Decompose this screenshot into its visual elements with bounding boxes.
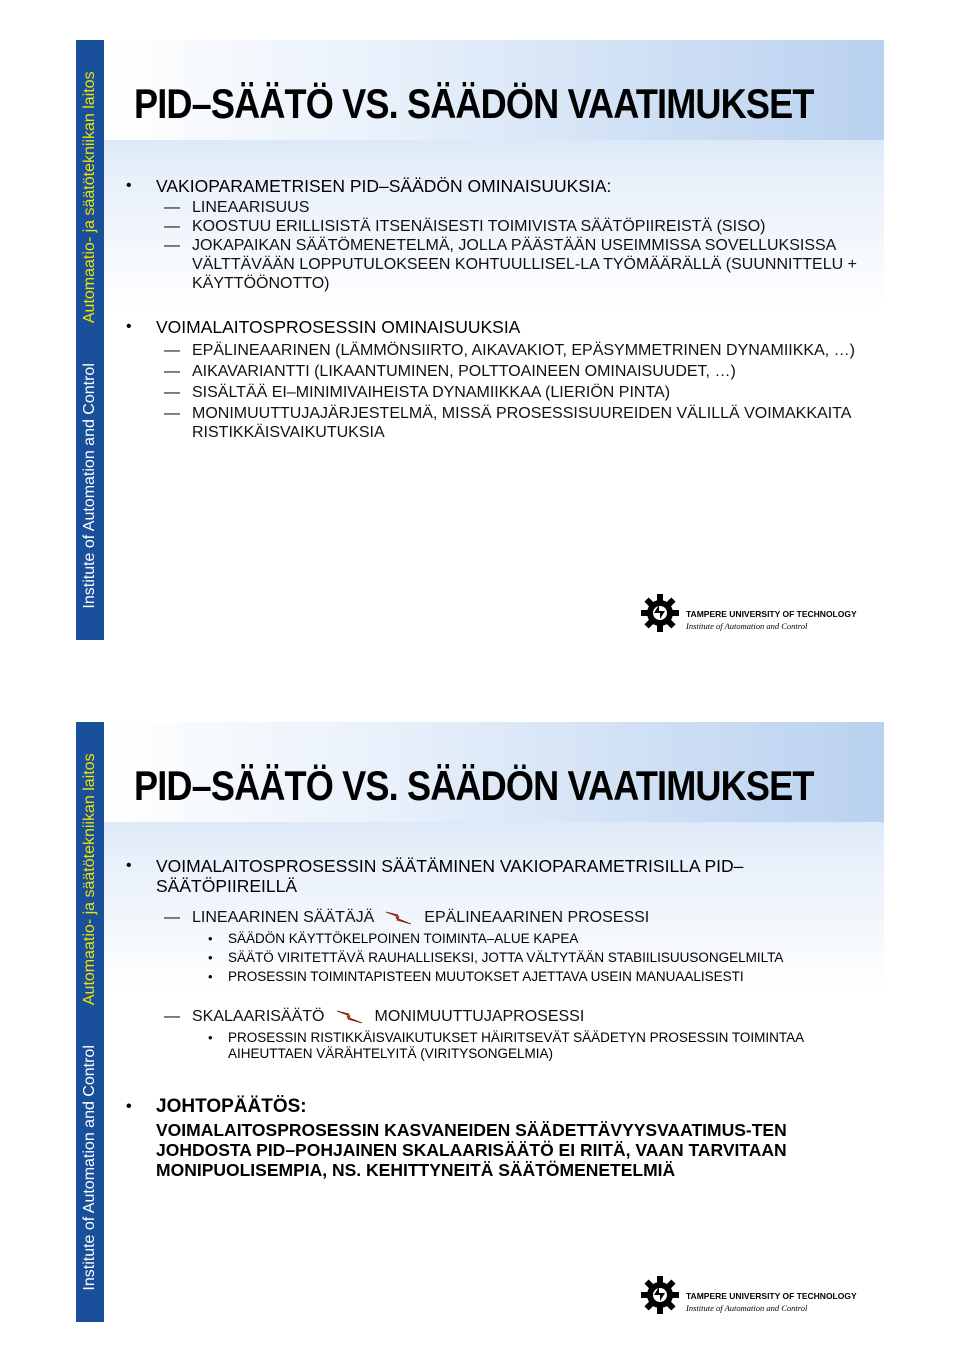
- comparison-row: [126, 1007, 866, 1026]
- lightning-icon: [335, 1008, 365, 1026]
- institute-sidebar: [76, 722, 104, 1322]
- institute-name: Institute of Automation and Control: [686, 621, 808, 631]
- slide-2-content: [126, 856, 866, 1180]
- comparison-right: MONIMUUTTUJAPROSESSI: [374, 1008, 585, 1025]
- university-logo: [628, 1265, 884, 1329]
- slide-1-content: [126, 176, 866, 442]
- lightning-icon: [384, 909, 414, 927]
- slide-2: [0, 722, 960, 1362]
- page-title: PID–SÄÄTÖ VS. SÄÄDÖN VAATIMUKSET: [134, 80, 814, 127]
- list-item: — EPÄLINEAARINEN (LÄMMÖNSIIRTO, AIKAVAKIOT, EPÄSYMMETRINEN DYNAMIIKKA, …): [126, 341, 866, 360]
- slide-1: [0, 40, 960, 680]
- section-heading: • VOIMALAITOSPROSESSIN SÄÄTÄMINEN VAKIOPARAMETRISILLA PID–SÄÄTÖPIIREILLÄ: [126, 856, 866, 896]
- comparison-left: — LINEAARINEN SÄÄTÄJÄ: [192, 909, 375, 926]
- comparison-right: EPÄLINEAARINEN PROSESSI: [424, 909, 650, 926]
- sidebar-english-text: Institute of Automation and Control: [81, 363, 98, 609]
- comparison-left: — SKALAARISÄÄTÖ: [192, 1008, 325, 1025]
- list-item: — KOOSTUU ERILLISISTÄ ITSENÄISESTI TOIMIVISTA SÄÄTÖPIIREISTÄ (SISO): [126, 217, 866, 236]
- list-item: — MONIMUUTTUJAJÄRJESTELMÄ, MISSÄ PROSESSISUUREIDEN VÄLILLÄ VOIMAKKAITA RISTIKKÄISVAIKUTUKSIA: [126, 404, 866, 442]
- gear-icon: [640, 1275, 680, 1315]
- list-item: — AIKAVARIANTTI (LIKAANTUMINEN, POLTTOAINEEN OMINAISUUDET, …): [126, 362, 866, 381]
- list-item: • PROSESSIN TOIMINTAPISTEEN MUUTOKSET AJETTAVA USEIN MANUAALISESTI: [126, 969, 866, 985]
- conclusion-text: VOIMALAITOSPROSESSIN KASVANEIDEN SÄÄDETTÄVYYSVAATIMUS-TEN JOHDOSTA PID–POHJAINEN SKALAARISÄÄTÖ EI RIITÄ, VAAN TARVITAAN MONIPUOLISEMPIA, NS. KEHITTYNEITÄ SÄÄTÖMENETELMIÄ: [156, 1120, 787, 1180]
- university-logo: [628, 583, 884, 647]
- list-item: — LINEAARISUUS: [126, 198, 866, 217]
- sidebar-english-text: Institute of Automation and Control: [81, 1045, 98, 1291]
- section-heading: • VAKIOPARAMETRISEN PID–SÄÄDÖN OMINAISUUKSIA:: [126, 176, 866, 196]
- page-title: PID–SÄÄTÖ VS. SÄÄDÖN VAATIMUKSET: [134, 762, 814, 809]
- institute-sidebar: [76, 40, 104, 640]
- sidebar-finnish-text: Automaatio- ja säätötekniikan laitos: [81, 71, 98, 324]
- list-item: • SÄÄDÖN KÄYTTÖKELPOINEN TOIMINTA–ALUE KAPEA: [126, 931, 866, 947]
- university-name: TAMPERE UNIVERSITY OF TECHNOLOGY: [686, 609, 857, 619]
- list-item: • PROSESSIN RISTIKKÄISVAIKUTUKSET HÄIRITSEVÄT SÄÄDETYN PROSESSIN TOIMINTAA AIHEUTTAEN VÄRÄHTELYITÄ (VIRITYSONGELMIA): [126, 1030, 866, 1062]
- sidebar-finnish-text: Automaatio- ja säätötekniikan laitos: [81, 753, 98, 1006]
- gear-icon: [640, 593, 680, 633]
- section-heading: • VOIMALAITOSPROSESSIN OMINAISUUKSIA: [126, 317, 866, 337]
- list-item: • SÄÄTÖ VIRITETTÄVÄ RAUHALLISEKSI, JOTTA VÄLTYTÄÄN STABIILISUUSONGELMILTA: [126, 950, 866, 966]
- list-item: — SISÄLTÄÄ EI–MINIMIVAIHEISTA DYNAMIIKKAA (LIERIÖN PINTA): [126, 383, 866, 402]
- conclusion-label: • JOHTOPÄÄTÖS:: [126, 1096, 866, 1118]
- university-name: TAMPERE UNIVERSITY OF TECHNOLOGY: [686, 1291, 857, 1301]
- institute-name: Institute of Automation and Control: [686, 1303, 808, 1313]
- comparison-row: [126, 908, 866, 927]
- list-item: — JOKAPAIKAN SÄÄTÖMENETELMÄ, JOLLA PÄÄSTÄÄN USEIMMISSA SOVELLUKSISSA VÄLTTÄVÄÄN LOPPUTULOKSEEN KOHTUULLISEL-LA TYÖMÄÄRÄLLÄ (SUUNNITTELU + KÄYTTÖÖNOTTO): [126, 236, 866, 293]
